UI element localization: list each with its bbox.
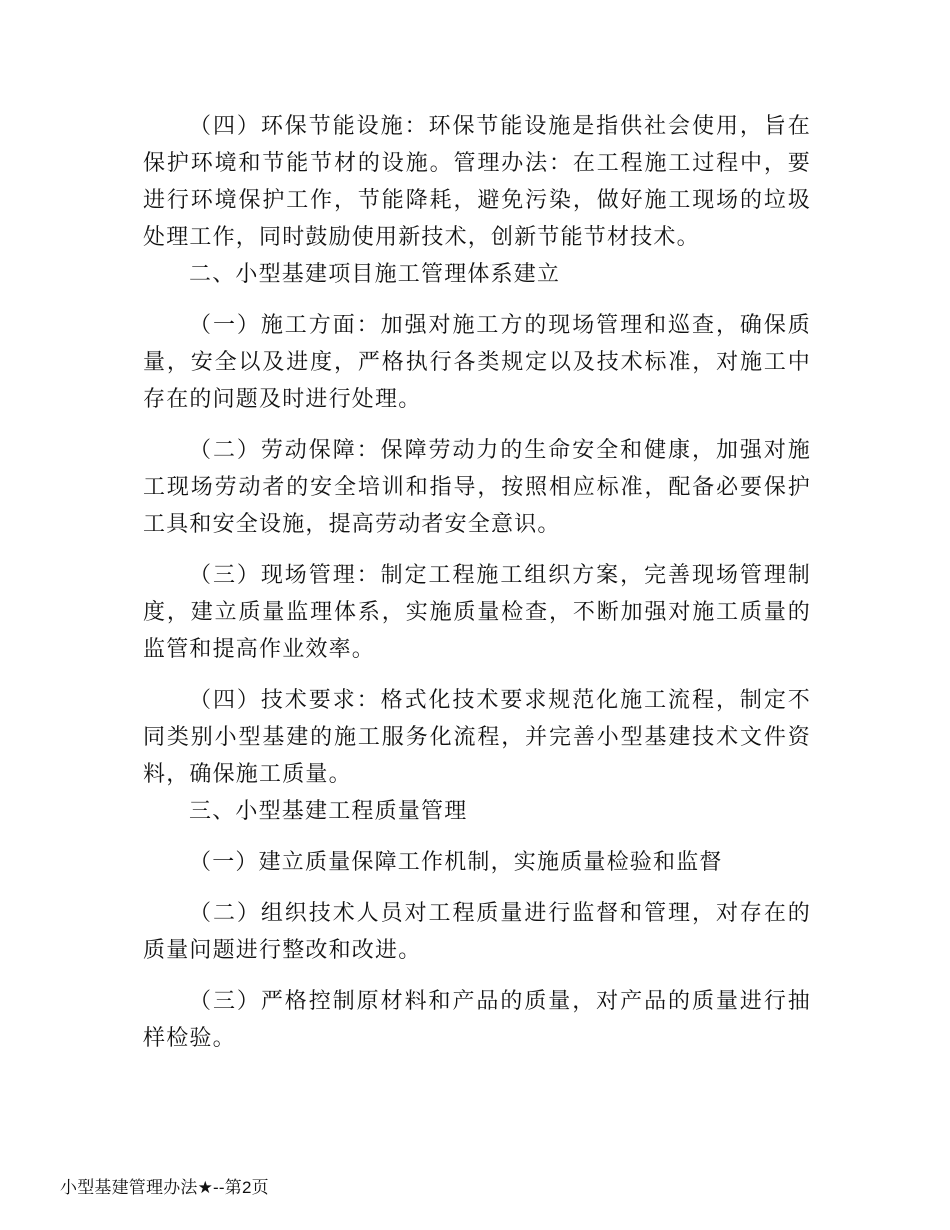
paragraph-labor-protection: （二）劳动保障：保障劳动力的生命安全和健康，加强对施工现场劳动者的安全培训和指导，按照相应标准，配备必要保护工具和安全设施，提高劳动者安全意识。: [143, 438, 811, 537]
paragraph-technical-requirements: （四）技术要求：格式化技术要求规范化施工流程，制定不同类别小型基建的施工服务化流程，并完善小型基建技术文件资料，确保施工质量。: [143, 688, 811, 787]
paragraph-material-control: （三）严格控制原材料和产品的质量，对产品的质量进行抽样检验。: [143, 989, 811, 1051]
paragraph-construction: （一）施工方面：加强对施工方的现场管理和巡查，确保质量，安全以及进度，严格执行各类规定以及技术标准，对施工中存在的问题及时进行处理。: [143, 313, 811, 412]
section-heading-3: 三、小型基建工程质量管理: [189, 799, 468, 824]
paragraph-quality-mechanism: （一）建立质量保障工作机制，实施质量检验和监督: [189, 850, 723, 875]
section-heading-2: 二、小型基建项目施工管理体系建立: [189, 262, 561, 287]
paragraph-site-management: （三）现场管理：制定工程施工组织方案，完善现场管理制度，建立质量监理体系，实施质量检查，不断加强对施工质量的监管和提高作业效率。: [143, 563, 811, 662]
paragraph-quality-supervision: （二）组织技术人员对工程质量进行监督和管理，对存在的质量问题进行整改和改进。: [143, 901, 811, 963]
page-footer: 小型基建管理办法★--第2页: [60, 1178, 269, 1197]
document-body: [143, 108, 811, 1057]
paragraph-env-facilities: （四）环保节能设施：环保节能设施是指供社会使用，旨在保护环境和节能节材的设施。管理办法：在工程施工过程中，要进行环境保护工作，节能降耗，避免污染，做好施工现场的垃圾处理工作，同时鼓励使用新技术，创新节能节材技术。: [143, 114, 811, 250]
